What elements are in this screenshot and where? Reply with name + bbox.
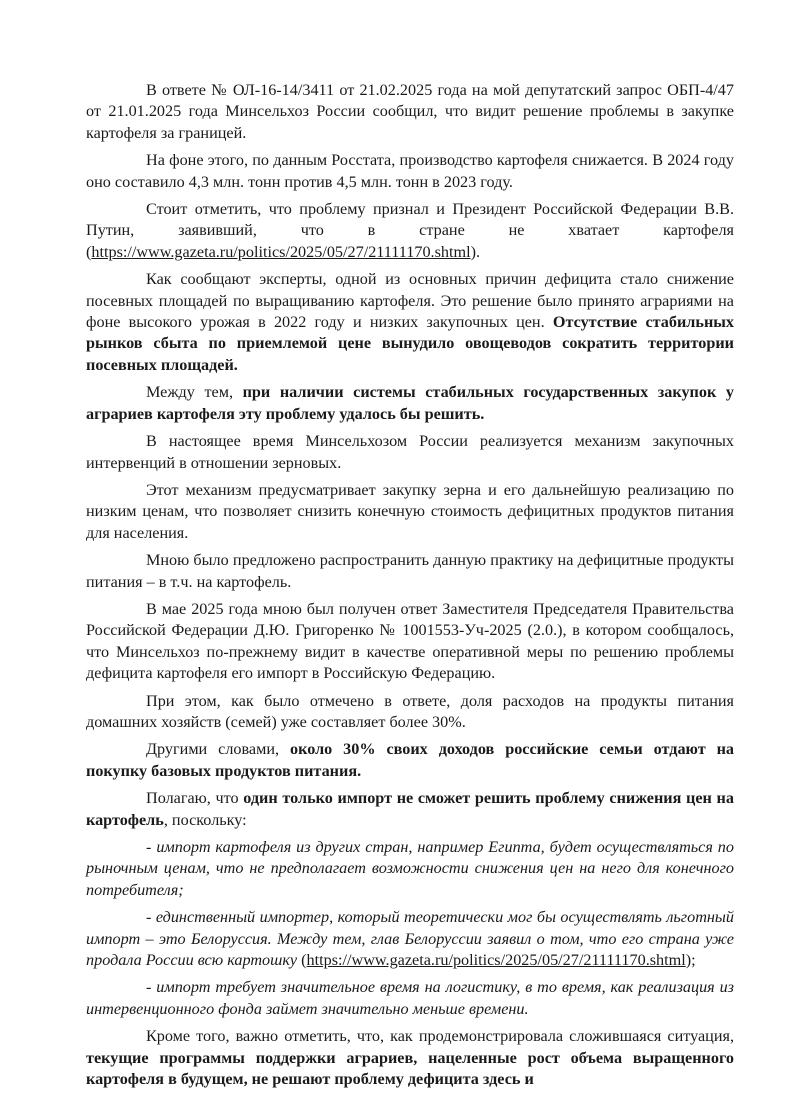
body-paragraph [86,269,734,376]
body-paragraph [86,80,734,144]
list-item-paragraph [86,837,734,901]
body-paragraph [86,480,734,544]
text-run: В ответе № ОЛ-16-14/3411 от 21.02.2025 года на мой депутатский запрос ОБП-4/47 от 21.01.2025 года Минсельхоз России сообщил, что видит решение проблемы в закупке картофеля за границей. [86,81,734,142]
bold-text: Отсутствие стабильных рынков сбыта по приемлемой цене вынудило овощеводов сократить территории посевных площадей. [86,313,734,374]
text-run: ( [297,951,307,970]
text-run: , поскольку: [163,810,247,829]
list-item-paragraph [86,907,734,971]
body-paragraph [86,199,734,263]
body-paragraph [86,431,734,474]
text-run: На фоне этого, по данным Росстата, производство картофеля снижается. В 2024 году оно составило 4,3 млн. тонн против 4,5 млн. тонн в 2023 году. [86,151,734,191]
body-paragraph [86,788,734,831]
text-run: - импорт картофеля из других стран, например Египта, будет осуществляться по рыночным ценам, что не предполагает возможности снижения цен на него для конечного потребителя; [86,838,734,899]
body-paragraph [86,550,734,593]
text-run: Кроме того, важно отметить, что, как продемонстрировала сложившаяся ситуация, [146,1027,734,1046]
text-run: Стоит отметить, что проблему признал и Президент Российской Федерации В.В. Путин, заявивший, что в стране не хватает картофеля ( [86,200,734,261]
text-run: В мае 2025 года мною был получен ответ Заместителя Председателя Правительства Российской Федерации Д.Ю. Григоренко № 1001553-Уч-2025 (2.0.), в котором сообщалось, что Минсельхоз по-прежнему видит в качестве оперативной меры по решению проблемы дефицита картофеля его импорт в Российскую Федерацию. [86,599,734,683]
body-paragraph [86,382,734,425]
text-run: При этом, как было отмечено в ответе, доля расходов на продукты питания домашних хозяйств (семей) уже составляет более 30%. [86,691,734,731]
body-paragraph [86,150,734,193]
body-paragraph [86,691,734,734]
text-run: - единственный импортер, который теоретически мог бы осуществлять льготный импорт – это Белоруссия. Между тем, глав Белоруссии заявил о том, что его страна уже продала России всю картошку [86,908,734,970]
text-run: В настоящее время Минсельхозом России реализуется механизм закупочных интервенций в отношении зерновых. [86,432,734,472]
source-link[interactable]: https://www.gazeta.ru/politics/2025/05/27/21111170.shtml [91,242,471,261]
source-link[interactable]: https://www.gazeta.ru/politics/2025/05/27/21111170.shtml [306,951,686,970]
text-run: ); [685,951,696,970]
body-paragraph [86,1026,734,1090]
text-run: Как сообщают эксперты, одной из основных причин дефицита стало снижение посевных площадей по выращиванию картофеля. Это решение было принято аграриями на фоне высокого урожая в 2022 году и низких закупочных цен. [86,270,734,332]
text-run: Между тем, [146,383,243,402]
list-item-paragraph [86,977,734,1020]
bold-text: текущие программы поддержки аграриев, нацеленные рост объема выращенного картофеля в будущем, не решают проблему дефицита здесь и [86,1048,734,1089]
text-run: Этот механизм предусматривает закупку зерна и его дальнейшую реализацию по низким ценам, что позволяет снизить конечную стоимость дефицитных продуктов питания для населения. [86,480,734,542]
text-run: - импорт требует значительное время на логистику, в то время, как реализация из интервенционного фонда займет значительно меньше времени. [86,978,734,1018]
bold-text: один только импорт не сможет решить проблему снижения цен на картофель [86,789,734,829]
body-paragraph [86,599,734,685]
body-paragraph [86,739,734,782]
text-run: Другими словами, [146,740,290,759]
text-run: ). [470,242,480,261]
text-run: Мною было предложено распространить данную практику на дефицитные продукты питания – в т.ч. на картофель. [86,551,734,591]
bold-text: при наличии системы стабильных государственных закупок у аграриев картофеля эту проблему удалось бы решить. [86,383,734,423]
text-run: Полагаю, что [146,789,244,808]
bold-text: около 30% своих доходов российские семьи отдают на покупку базовых продуктов питания. [86,740,734,780]
